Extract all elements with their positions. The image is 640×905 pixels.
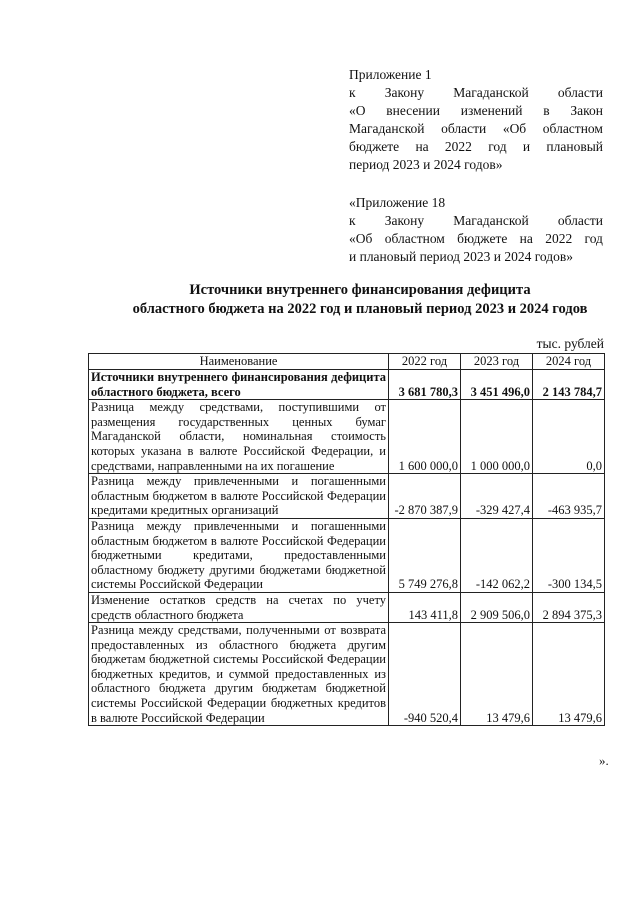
value-2023: -329 427,4 (461, 474, 533, 519)
value-2024: 13 479,6 (533, 623, 605, 726)
value-2023: 1 000 000,0 (461, 400, 533, 474)
closing-quote-mark: ». (599, 753, 609, 768)
value-2024: -463 935,7 (533, 474, 605, 519)
table-row (89, 400, 605, 474)
document-title (60, 281, 640, 319)
table-row-total (89, 370, 605, 400)
value-2023: 2 909 506,0 (461, 592, 533, 622)
title-line-1: Источники внутреннего финансирования дефицита (189, 282, 531, 298)
value-2022: 143 411,8 (389, 592, 461, 622)
appendix-1-line-6: период 2023 и 2024 годов» (349, 157, 503, 172)
title-line-2: областного бюджета на 2022 год и плановый период 2023 и 2024 годов (132, 301, 588, 317)
unit-label: тыс. рублей (536, 336, 604, 351)
row-name: Разница между средствами, поступившими от размещения государственных ценных бумаг Магаданской области, номинальная стоимость которых указана в валюте Российской Федерации, и средствами, направленными на их погашение (89, 400, 389, 474)
row-name: Разница между привлеченными и погашенными областным бюджетом в валюте Российской Федерации кредитами кредитных организаций (89, 474, 389, 519)
value-2022: -940 520,4 (389, 623, 461, 726)
header-2022: 2022 год (389, 354, 461, 370)
table-header-row (89, 354, 605, 370)
appendix-18-label: «Приложение 18 (349, 195, 446, 210)
value-2022: -2 870 387,9 (389, 474, 461, 519)
appendix-18-header (349, 194, 603, 266)
appendix-1-line-4: Магаданской области «Об областном (349, 121, 603, 136)
appendix-1-label: Приложение 1 (349, 67, 432, 82)
row-name: Изменение остатков средств на счетах по учету средств областного бюджета (89, 592, 389, 622)
value-2022: 5 749 276,8 (389, 518, 461, 592)
table-row (89, 623, 605, 726)
appendix-18-line-3: «Об областном бюджете на 2022 год (349, 231, 603, 246)
value-2022: 3 681 780,3 (389, 370, 461, 400)
appendix-1-header (349, 66, 603, 174)
appendix-1-line-2: к Закону Магаданской области (349, 85, 603, 100)
row-name: Источники внутреннего финансирования дефицита областного бюджета, всего (89, 370, 389, 400)
row-name: Разница между средствами, полученными от возврата предоставленных из областного бюджета другим бюджетам бюджетной системы Российской Федерации бюджетных кредитов, и суммой предоставленных из областного бюджета другим бюджетам бюджетной системы Российской Федерации бюджетных кредитов в валюте Российской Федерации (89, 623, 389, 726)
appendix-1-line-3: «О внесении изменений в Закон (349, 103, 603, 118)
value-2024: -300 134,5 (533, 518, 605, 592)
value-2023: -142 062,2 (461, 518, 533, 592)
table-row (89, 592, 605, 622)
value-2022: 1 600 000,0 (389, 400, 461, 474)
value-2023: 13 479,6 (461, 623, 533, 726)
value-2023: 3 451 496,0 (461, 370, 533, 400)
appendix-18-line-4: и плановый период 2023 и 2024 годов» (349, 249, 574, 264)
header-2024: 2024 год (533, 354, 605, 370)
value-2024: 2 894 375,3 (533, 592, 605, 622)
header-name: Наименование (89, 354, 389, 370)
value-2024: 2 143 784,7 (533, 370, 605, 400)
financing-sources-table (88, 353, 605, 726)
appendix-1-line-5: бюджете на 2022 год и плановый (349, 139, 603, 154)
table-row (89, 474, 605, 519)
appendix-18-line-2: к Закону Магаданской области (349, 213, 603, 228)
table-row (89, 518, 605, 592)
row-name: Разница между привлеченными и погашенными областным бюджетом в валюте Российской Федерации бюджетными кредитами, предоставленными областному бюджету другими бюджетами бюджетной системы Российской Федерации (89, 518, 389, 592)
value-2024: 0,0 (533, 400, 605, 474)
header-2023: 2023 год (461, 354, 533, 370)
